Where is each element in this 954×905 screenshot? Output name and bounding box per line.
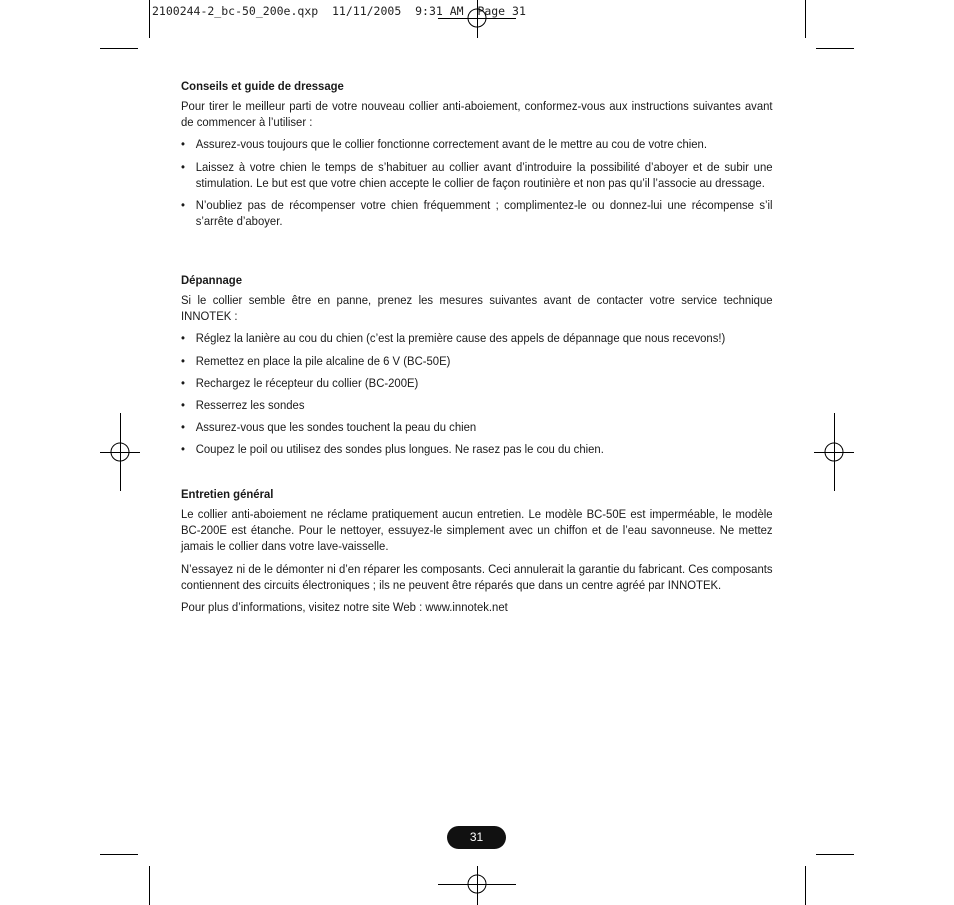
list-item: • Resserrez les sondes [181, 397, 773, 413]
section-intro: Si le collier semble être en panne, prenez les mesures suivantes avant de contacter votre service technique INNOTEK : [181, 293, 773, 324]
section-heading: Dépannage [181, 273, 242, 287]
section-intro: Pour tirer le meilleur parti de votre nouveau collier anti-aboiement, conformez-vous aux instructions suivantes avant de commencer à l’utiliser : [181, 99, 773, 130]
section-maintenance [181, 486, 773, 615]
list-item: • Remettez en place la pile alcaline de 6 V (BC-50E) [181, 353, 773, 369]
section-troubleshooting [181, 272, 773, 458]
paragraph: N’essayez ni de le démonter ni d’en réparer les composants. Ceci annulerait la garantie du fabricant. Ces composants contiennent des circuits électroniques ; ils ne peuvent être réparés que dans un centre agréé par INNOTEK. [181, 561, 773, 592]
page-number-badge: 31 [447, 826, 506, 849]
list-item: • Laissez à votre chien le temps de s’habituer au collier avant d’introduire la possibilité d’aboyer et de subir une stimulation. Le but est que votre chien accepte le collier de façon routinière et non pas qu’il l’associe au dressage. [181, 159, 773, 191]
bullet-list [181, 330, 773, 457]
list-item: • N’oubliez pas de récompenser votre chien fréquemment ; complimentez-le ou donnez-lui une récompense s’il s’arrête d’aboyer. [181, 197, 773, 229]
bullet-list [181, 136, 773, 229]
section-heading: Conseils et guide de dressage [181, 79, 344, 93]
section-heading: Entretien général [181, 487, 274, 501]
list-item: • Coupez le poil ou utilisez des sondes plus longues. Ne rasez pas le cou du chien. [181, 441, 773, 457]
list-item: • Assurez-vous que les sondes touchent la peau du chien [181, 419, 773, 435]
paragraph: Pour plus d’informations, visitez notre site Web : www.innotek.net [181, 600, 508, 615]
list-item: • Assurez-vous toujours que le collier fonctionne correctement avant de le mettre au cou de votre chien. [181, 136, 773, 152]
list-item: • Réglez la lanière au cou du chien (c’est la première cause des appels de dépannage que nous recevons!) [181, 330, 773, 346]
list-item: • Rechargez le récepteur du collier (BC-200E) [181, 375, 773, 391]
section-training [181, 78, 773, 229]
paragraph: Le collier anti-aboiement ne réclame pratiquement aucun entretien. Le modèle BC-50E est imperméable, le modèle BC-200E est étanche. Pour le nettoyer, essuyez-le simplement avec un chiffon et de l’eau savonneuse. Ne mettez jamais le collier dans votre lave-vaisselle. [181, 507, 773, 554]
print-slug-line: 2100244-2_bc-50_200e.qxp 11/11/2005 9:31 AM Page 31 [152, 4, 526, 18]
